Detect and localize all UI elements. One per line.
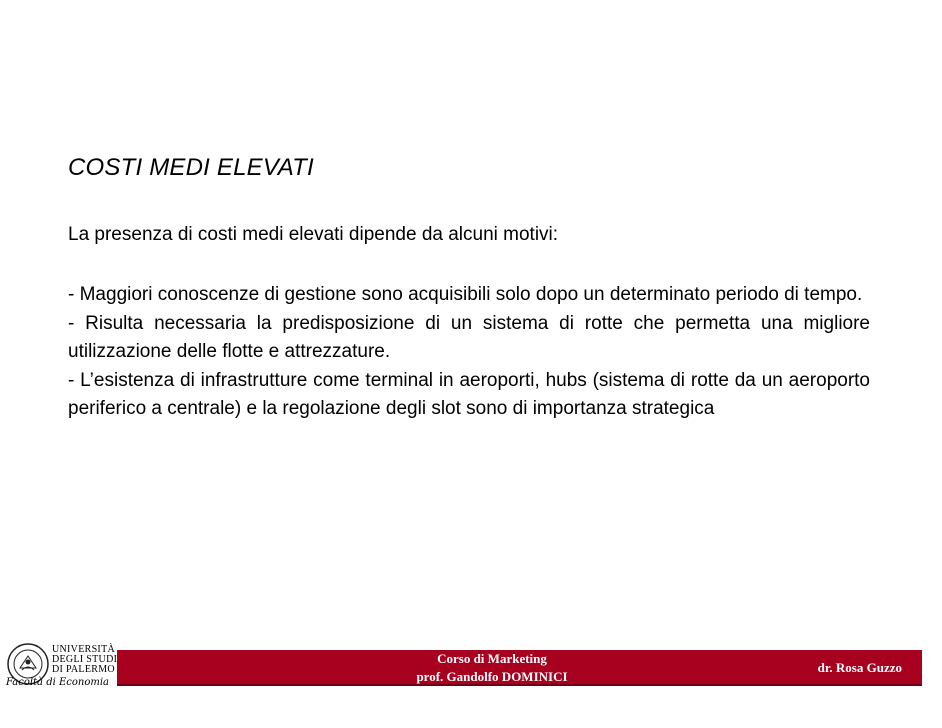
slide-title: COSTI MEDI ELEVATI	[68, 154, 314, 181]
bullet-paragraph: - Maggiori conoscenze di gestione sono acquisibili solo dopo un determinato periodo di tempo.	[68, 284, 863, 305]
faculty-name: Facoltà di Economia	[6, 677, 110, 688]
author-name: dr. Rosa Guzzo	[817, 660, 902, 675]
university-logo	[6, 640, 116, 686]
bullet-paragraph: - L’esistenza di infrastrutture come terminal in aeroporti, hubs (sistema di rotte da un aeroporto periferico a centrale) e la regolazione degli slot sono di importanza strategica	[68, 369, 870, 419]
footer-course-info	[397, 650, 587, 686]
professor-name: prof. Gandolfo DOMINICI	[416, 669, 568, 684]
bullet-paragraph: - Risulta necessaria la predisposizione di un sistema di rotte che permetta una migliore utilizzazione delle flotte e attrezzature.	[68, 312, 870, 362]
university-name: UNIVERSITÀ DEGLI STUDI DI PALERMO	[52, 644, 118, 675]
course-name: Corso di Marketing	[437, 651, 547, 666]
body-text	[68, 281, 870, 424]
footer-bar	[117, 650, 922, 686]
intro-text: La presenza di costi medi elevati dipende da alcuni motivi:	[68, 224, 559, 245]
